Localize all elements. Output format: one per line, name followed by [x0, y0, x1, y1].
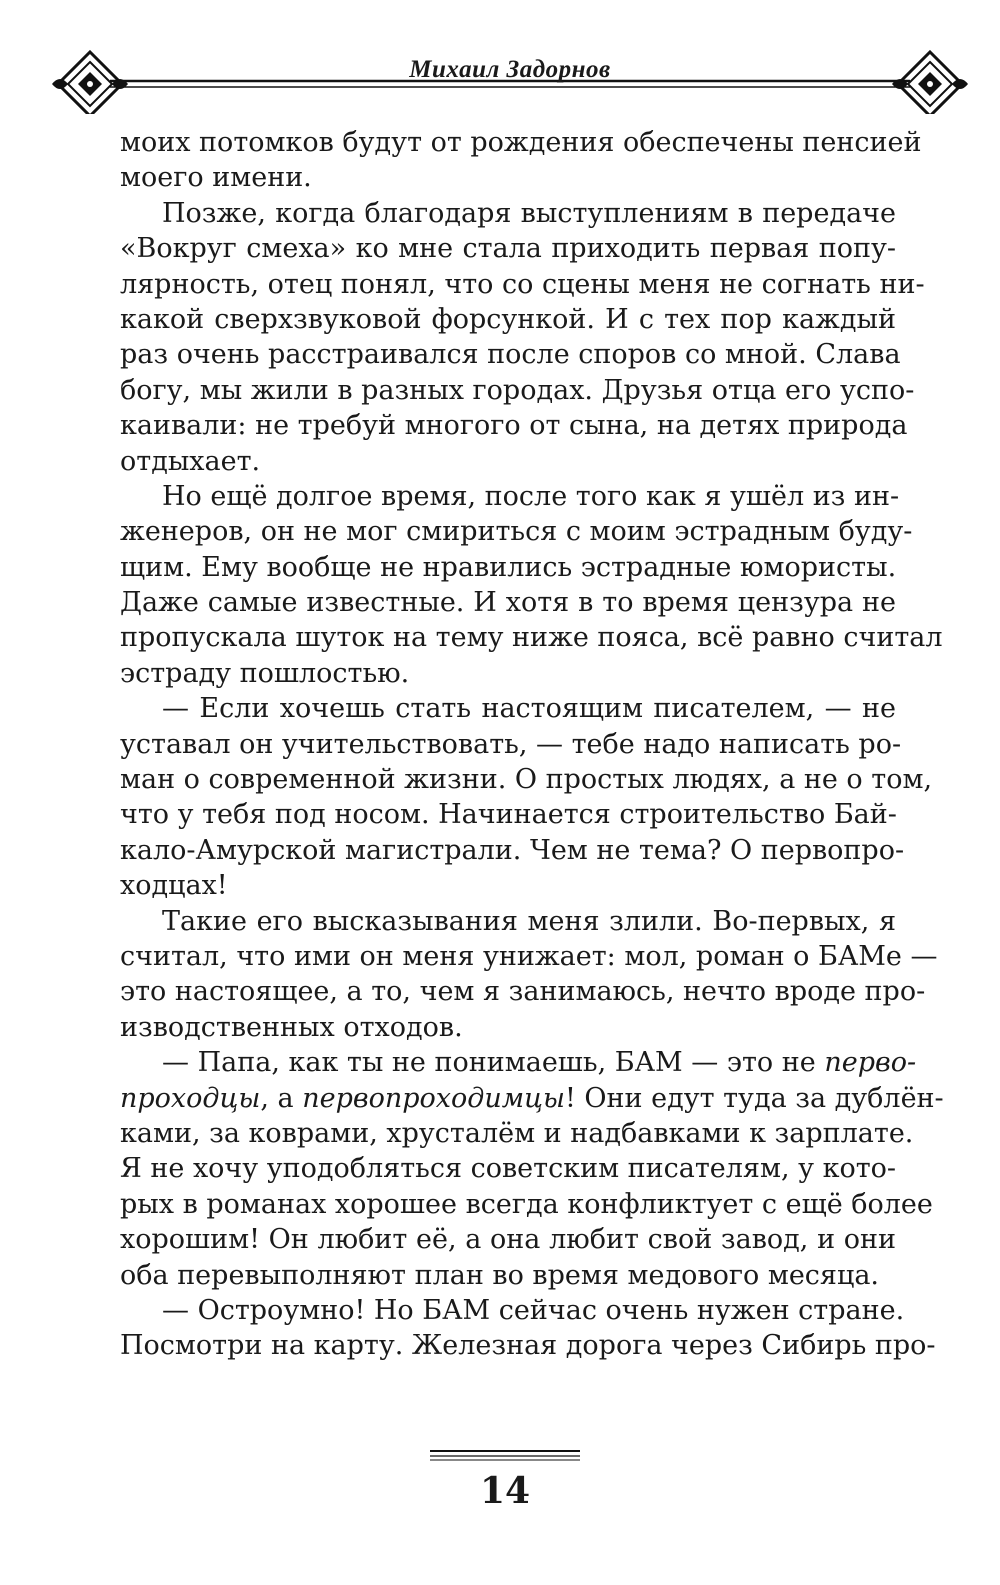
text-line: богу, мы жили в разных городах. Друзья отца его успо-	[120, 374, 915, 406]
text-line: считал, что ими он меня унижает: мол, роман о БАМе —	[120, 940, 938, 972]
text-line: раз очень расстраивался после споров со мной. Слава	[120, 339, 901, 371]
text-line: каивали: не требуй многого от сына, на детях природа	[120, 410, 908, 442]
text-line: эстраду пошлостью.	[120, 657, 410, 689]
text-line: хорошим! Он любит её, а она любит свой завод, и они	[120, 1224, 896, 1256]
text-line: моего имени.	[120, 162, 312, 194]
text-line: ходцах!	[120, 870, 228, 902]
text-line: это настоящее, а то, чем я занимаюсь, нечто вроде про-	[120, 976, 926, 1008]
text-line: ман о современной жизни. О простых людях, а не о том,	[120, 764, 933, 796]
text-line: Такие его высказывания меня злили. Во-первых, я	[162, 905, 896, 937]
text-span: , а	[260, 1082, 303, 1114]
body-text	[120, 125, 944, 1364]
text-line: кало-Амурской магистрали. Чем не тема? О первопро-	[120, 834, 905, 866]
footer-rule	[430, 1448, 580, 1462]
text-line: отдыхает.	[120, 445, 261, 477]
text-line: Посмотри на карту. Железная дорога через Сибирь про-	[120, 1330, 936, 1362]
text-line-mixed	[120, 1045, 917, 1080]
text-line: оба перевыполняют план во время медового месяца.	[120, 1259, 879, 1291]
text-line: изводственных отходов.	[120, 1011, 463, 1043]
text-line: Позже, когда благодаря выступлениям в передаче	[162, 197, 896, 229]
text-line: — Если хочешь стать настоящим писателем, — не	[162, 693, 896, 725]
text-line: Но ещё долгое время, после того как я ушёл из ин-	[162, 480, 900, 512]
text-line: лярность, отец понял, что со сцены меня не согнать ни-	[120, 268, 925, 300]
text-span: — Папа, как ты не понимаешь, БАМ — это не	[162, 1047, 825, 1079]
text-line: моих потомков будут от рождения обеспечены пенсией	[120, 127, 922, 158]
text-line: женеров, он не мог смириться с моим эстрадным буду-	[120, 516, 913, 548]
italic-span: перво-	[824, 1047, 917, 1079]
text-line: что у тебя под носом. Начинается строительство Бай-	[120, 799, 897, 831]
header-author: Михаил Задорнов	[409, 56, 611, 83]
text-line: щим. Ему вообще не нравились эстрадные юмористы.	[120, 551, 897, 583]
text-line: рых в романах хорошее всегда конфликтует с ещё более	[120, 1188, 933, 1220]
text-line-mixed	[120, 1081, 944, 1116]
text-line: уставал он учительствовать, — тебе надо написать ро-	[120, 728, 902, 760]
text-line: — Остроумно! Но БАМ сейчас очень нужен стране.	[162, 1294, 905, 1326]
text-span: ! Они едут туда за дублён-	[564, 1082, 944, 1114]
text-line: какой сверхзвуковой форсункой. И с тех пор каждый	[120, 303, 896, 335]
italic-span: проходцы	[120, 1082, 261, 1114]
page-number: 14	[479, 1470, 531, 1512]
text-line: ками, за коврами, хрусталём и надбавками к зарплате.	[120, 1117, 914, 1149]
text-line: «Вокруг смеха» ко мне стала приходить первая попу-	[120, 233, 896, 265]
text-line: Я не хочу уподобляться советским писателям, у кото-	[120, 1153, 897, 1185]
running-header	[50, 44, 970, 114]
italic-span: первопроходимцы	[302, 1082, 565, 1114]
text-line: пропускала шуток на тему ниже пояса, всё равно считал	[120, 622, 943, 654]
text-line: Даже самые известные. И хотя в то время цензура не	[120, 587, 896, 619]
